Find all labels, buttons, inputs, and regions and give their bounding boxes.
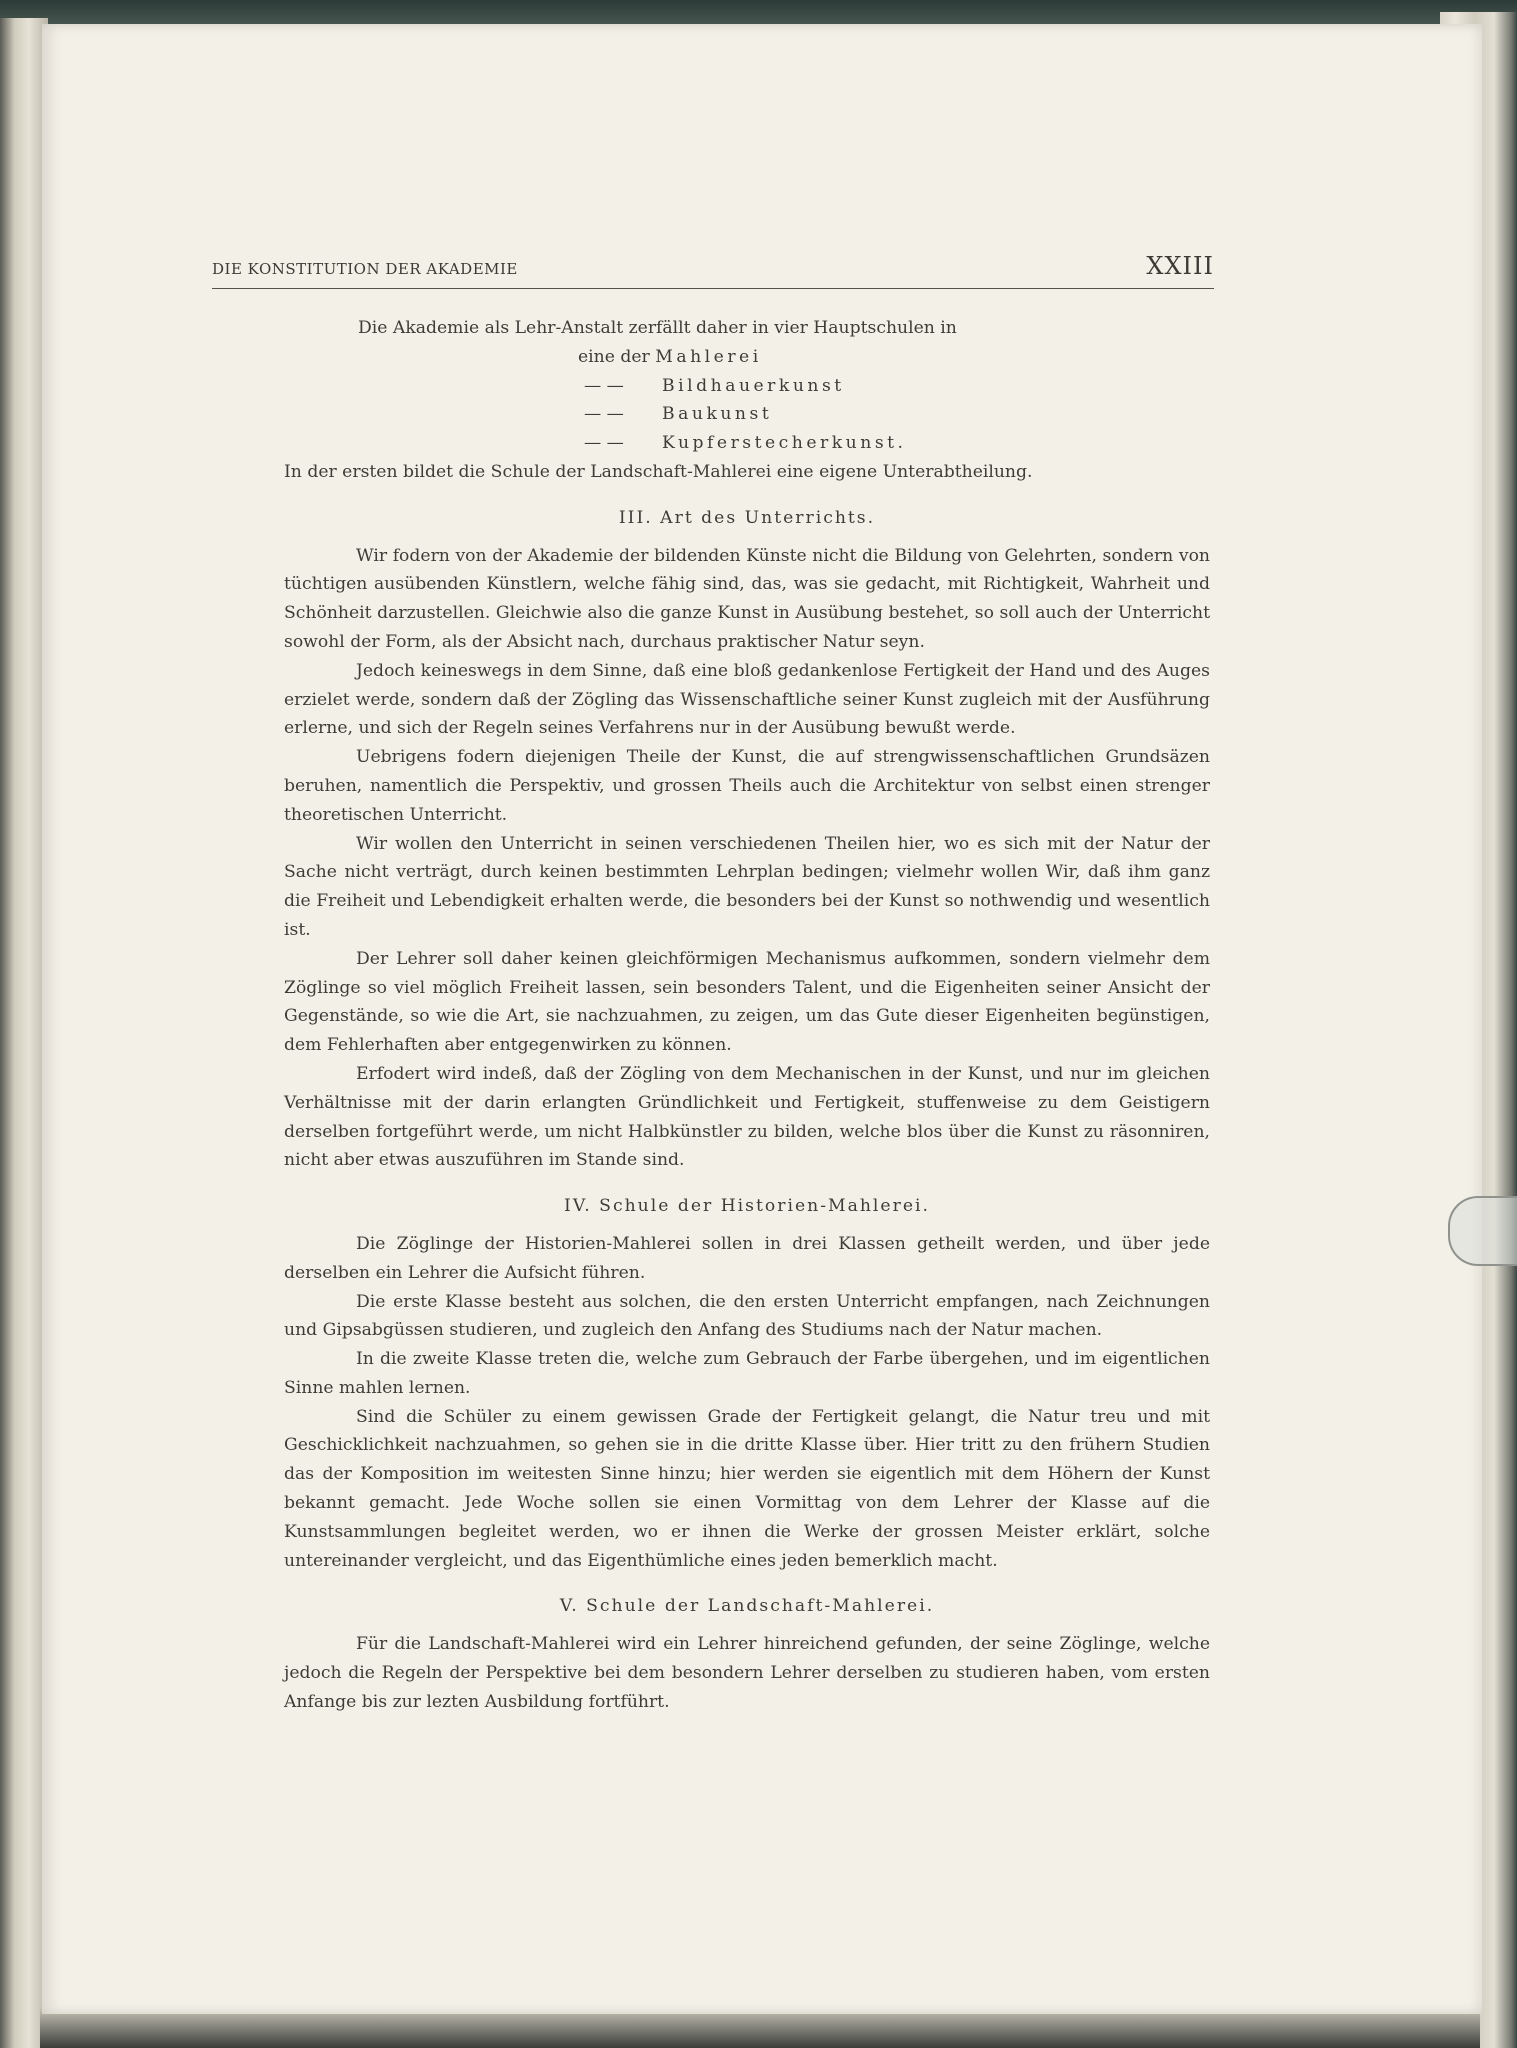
list-school-name: Baukunst — [662, 404, 773, 425]
book-edge-left — [0, 18, 48, 2048]
page-body — [284, 314, 1210, 1717]
list-prefix: — — — [584, 433, 624, 454]
paragraph: Wir wollen den Unterricht in seinen verschiedenen Theilen hier, wo es sich mit der Natur der Sache nicht verträgt, durch keinen bestimmten Lehrplan bedingen; vielmehr wollen Wir, daß ihm ganz die Freiheit und Lebendigkeit erhalten werde, die besonders bei der Kunst so nothwendig und wesentlich ist. — [284, 833, 1210, 940]
page-header — [212, 252, 1214, 289]
paragraph: Die Zöglinge der Historien-Mahlerei sollen in drei Klassen getheilt werden, und über jede derselben ein Lehrer die Aufsicht führen. — [284, 1233, 1210, 1283]
book-binding-top — [0, 0, 1517, 24]
list-item — [284, 372, 1210, 401]
paragraph: Wir fodern von der Akademie der bildenden Künste nicht die Bildung von Gelehrten, sondern von tüchtigen ausübenden Künstlern, welche fähig sind, das, was sie gedacht, mit Richtigkeit, Wahrheit und Schönheit darzustellen. Gleichwie also die ganze Kunst in Ausübung bestehet, so soll auch der Unterricht sowohl der Form, als der Absicht nach, durchaus praktischer Natur seyn. — [284, 545, 1210, 652]
paragraph: Jedoch keineswegs in dem Sinne, daß eine bloß gedankenlose Fertigkeit der Hand und des Auges erzielet werde, sondern daß der Zögling das Wissenschaftliche seiner Kunst zugleich mit der Ausführung erlerne, und sich der Regeln seines Verfahrens nur in der Ausübung bewußt werde. — [284, 660, 1210, 739]
running-head: DIE KONSTITUTION DER AKADEMIE — [212, 260, 518, 278]
list-prefix: — — — [584, 404, 624, 425]
list-school-name: Bildhauerkunst — [662, 375, 845, 396]
page-number: XXIII — [1146, 252, 1214, 280]
list-prefix: eine der — [578, 346, 650, 367]
list-item — [284, 429, 1210, 458]
list-item — [284, 400, 1210, 429]
section-heading: III. Art des Unterrichts. — [618, 507, 876, 528]
list-school-name: Kupferstecherkunst. — [662, 433, 907, 454]
section-body — [284, 1630, 1210, 1716]
section-heading: V. Schule der Landschaft-Mahlerei. — [559, 1596, 935, 1617]
list-prefix: — — — [584, 375, 624, 396]
intro-closing: In der ersten bildet die Schule der Landschaft-Mahlerei eine eigene Unterabtheilung. — [284, 461, 1033, 482]
paragraph: Erfodert wird indeß, daß der Zögling von dem Mechanischen in der Kunst, und nur im gleichen Verhältnisse mit der darin erlangten Gründlichkeit und Fertigkeit, stuffenweise zu dem Geistigern derselben fortgeführt werde, um nicht Halbkünstler zu bilden, welche blos über die Kunst zu räsonniren, nicht aber etwas auszuführen im Stande sind. — [284, 1063, 1210, 1171]
paper-clip — [1448, 1196, 1517, 1266]
paragraph: Die erste Klasse besteht aus solchen, die den ersten Unterricht empfangen, nach Zeichnungen und Gipsabgüssen studieren, und zugleich den Anfang des Studiums nach der Natur machen. — [284, 1291, 1210, 1341]
section-heading: IV. Schule der Historien-Mahlerei. — [564, 1196, 930, 1217]
section-body — [284, 1230, 1210, 1576]
paragraph: Für die Landschaft-Mahlerei wird ein Lehrer hinreichend gefunden, der seine Zöglinge, welche jedoch die Regeln der Perspektive bei dem besondern Lehrer derselben zu studieren haben, vom ersten Anfange bis zur lezten Ausbildung fortführt. — [284, 1634, 1210, 1712]
list-item — [284, 343, 1210, 372]
book-shadow-bottom — [40, 2008, 1480, 2048]
section-body — [284, 542, 1210, 1176]
paragraph: Uebrigens fodern diejenigen Theile der Kunst, die auf strengwissenschaftlichen Grundsäzen beruhen, namentlich die Perspektiv, und grossen Theils auch die Architektur von selbst einen strenger theoretischen Unterricht. — [284, 747, 1210, 825]
paragraph: Der Lehrer soll daher keinen gleichförmigen Mechanismus aufkommen, sondern vielmehr dem Zöglinge so viel möglich Freiheit lassen, sein besonders Talent, und die Eigenheiten seiner Ansicht der Gegenstände, so wie die Art, sie nachzuahmen, zu zeigen, um das Gute dieser Eigenheiten begünstigen, dem Fehlerhaften aber entgegenwirken zu können. — [284, 948, 1210, 1056]
list-school-name: Mahlerei — [655, 346, 762, 367]
paragraph: In die zweite Klasse treten die, welche zum Gebrauch der Farbe übergehen, und im eigentlichen Sinne mahlen lernen. — [284, 1349, 1210, 1398]
paragraph: Sind die Schüler zu einem gewissen Grade der Fertigkeit gelangt, die Natur treu und mit Geschicklichkeit nachzuahmen, so gehen sie in die dritte Klasse über. Hier tritt zu den frühern Studien das der Komposition im weitesten Sinne hinzu; hier werden sie eigentlich mit dem Höhern der Kunst bekannt gemacht. Jede Woche sollen sie einen Vormittag von dem Lehrer der Klasse auf die Kunstsammlungen begleitet werden, wo er ihnen die Werke der grossen Meister erklärt, solche untereinander vergleicht, und das Eigenthümliche eines jeden bemerklich macht. — [284, 1406, 1210, 1571]
intro-line: Die Akademie als Lehr-Anstalt zerfällt daher in vier Hauptschulen in — [358, 318, 957, 338]
